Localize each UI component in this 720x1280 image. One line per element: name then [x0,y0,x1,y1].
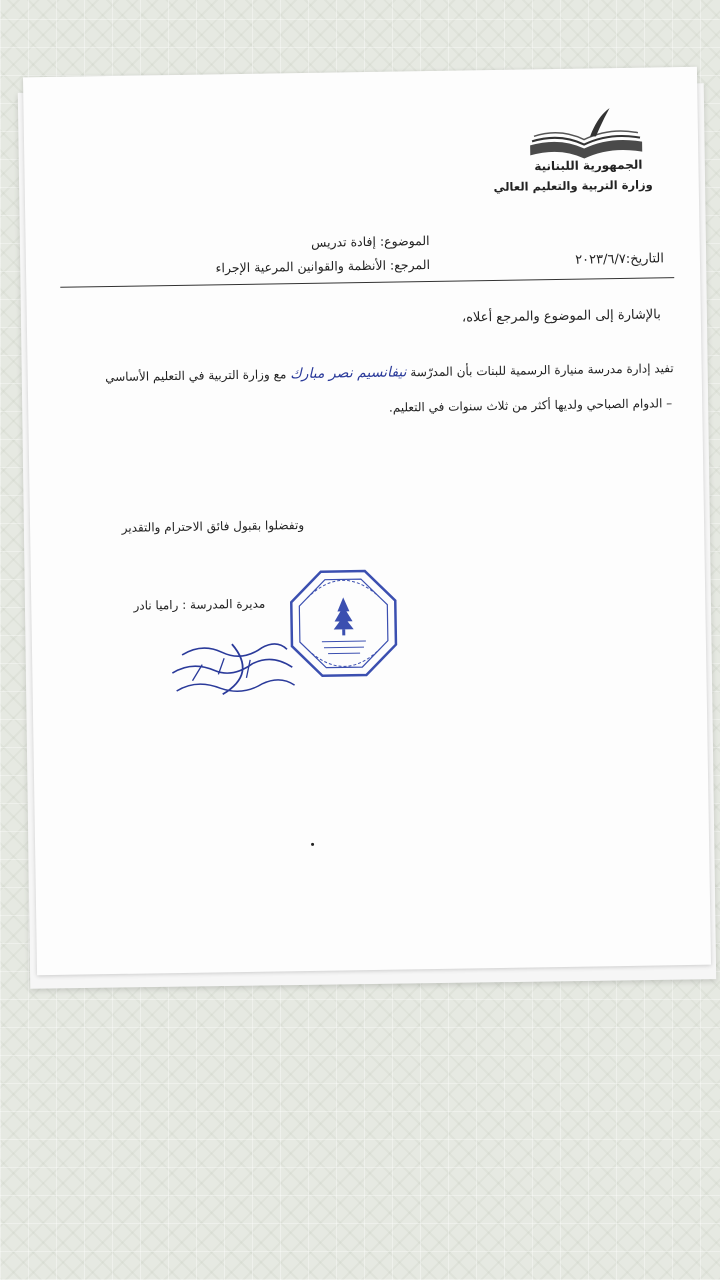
director-line: مديرة المدرسة : راميا نادر [133,596,266,613]
republic-heading: الجمهورية اللبنانية [534,157,643,174]
body-text-part1: تفيد إدارة مدرسة منيارة الرسمية للبنات بأن المدرّسة [410,361,674,380]
letter-page [23,67,711,975]
school-stamp [287,567,401,681]
date-line: التاريخ:٢٠٢٣/٦/٧ [575,251,665,268]
subject-line: الموضوع: إفادة تدريس [310,232,430,250]
reference-line: المرجع: الأنظمة والقوانين المرعية الإجراء [215,256,431,276]
body-line-1 [105,360,674,385]
ministry-heading: وزارة التربية والتعليم العالي [493,177,653,194]
greeting-line: بالإشارة إلى الموضوع والمرجع أعلاه، [461,307,661,326]
header-divider [60,277,674,288]
ink-dot [311,843,314,846]
closing-line: وتفضلوا بقبول فائق الاحترام والتقدير [121,517,305,535]
director-signature [162,633,303,705]
teacher-name-handwritten: نيفانسيم نصر مبارك [290,364,407,383]
body-line-2: – الدوام الصباحي ولديها أكثر من ثلاث سنوات في التعليم. [388,396,673,415]
body-text-part2: مع وزارة التربية في التعليم الأساسي [105,367,287,385]
